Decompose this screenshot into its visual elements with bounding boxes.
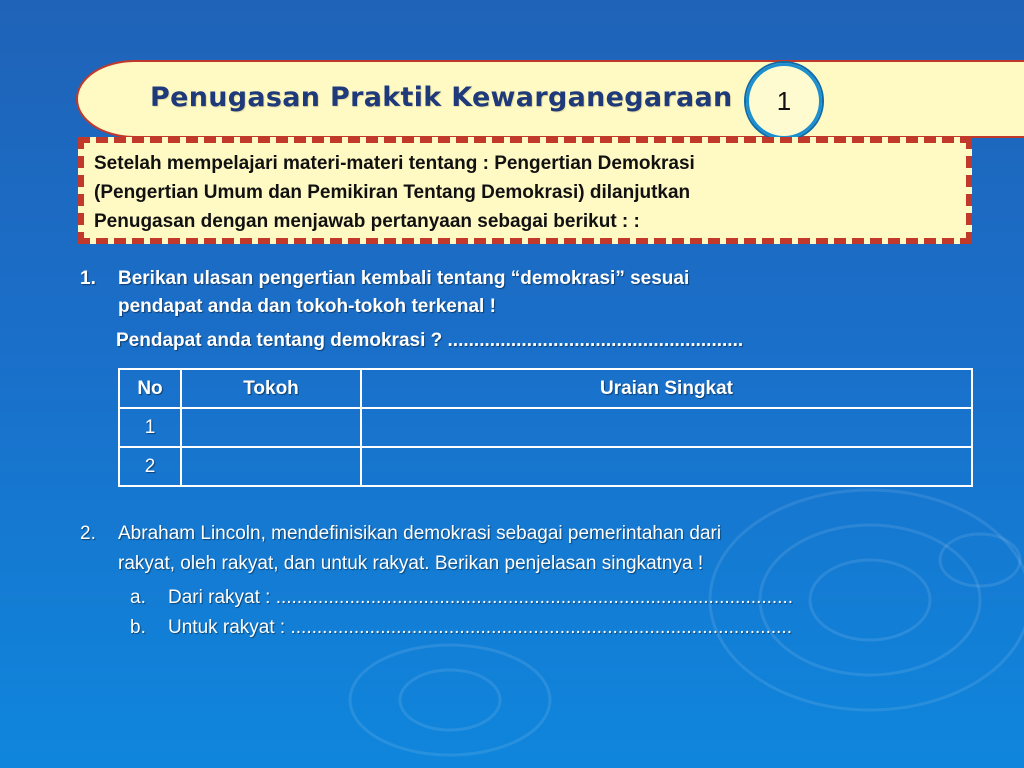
table-cell-no: 1 xyxy=(119,408,181,447)
table-row xyxy=(119,447,972,486)
table-cell-uraian[interactable] xyxy=(361,408,972,447)
table-cell-uraian[interactable] xyxy=(361,447,972,486)
column-header-tokoh: Tokoh xyxy=(181,369,361,408)
intro-line: Penugasan dengan menjawab pertanyaan sebagai berikut : : xyxy=(94,211,640,232)
sub-question-label: a. xyxy=(130,587,146,608)
table-cell-tokoh[interactable] xyxy=(181,408,361,447)
sub-question-label: b. xyxy=(130,617,146,638)
question-line: rakyat, oleh rakyat, dan untuk rakyat. Berikan penjelasan singkatnya ! xyxy=(118,553,704,574)
question-line: pendapat anda dan tokoh-tokoh terkenal ! xyxy=(118,296,496,317)
slide-title: Penugasan Praktik Kewarganegaraan xyxy=(150,82,733,113)
answer-table xyxy=(118,368,973,487)
table-row xyxy=(119,408,972,447)
question-number: 1. xyxy=(80,268,96,289)
intro-line: Setelah mempelajari materi-materi tentang : Pengertian Demokrasi xyxy=(94,153,695,174)
sub-question-text: Dari rakyat : .................................................................................................. xyxy=(168,587,794,608)
table-cell-tokoh[interactable] xyxy=(181,447,361,486)
intro-line: (Pengertian Umum dan Pemikiran Tentang Demokrasi) dilanjutkan xyxy=(94,182,691,203)
intro-box xyxy=(78,137,972,244)
column-header-no: No xyxy=(119,369,181,408)
column-header-uraian: Uraian Singkat xyxy=(361,369,972,408)
slide-number-badge: 1 xyxy=(744,61,824,141)
sub-question-text: Untuk rakyat : ............................................................................................... xyxy=(168,617,792,638)
question-line: Abraham Lincoln, mendefinisikan demokrasi sebagai pemerintahan dari xyxy=(118,523,722,544)
question-number: 2. xyxy=(80,523,96,544)
question-2 xyxy=(80,520,1010,650)
table-cell-no: 2 xyxy=(119,447,181,486)
question-line: Berikan ulasan pengertian kembali tentang “demokrasi” sesuai xyxy=(118,268,690,289)
question-1-prompt: Pendapat anda tentang demokrasi ? ........................................................ xyxy=(116,330,744,351)
